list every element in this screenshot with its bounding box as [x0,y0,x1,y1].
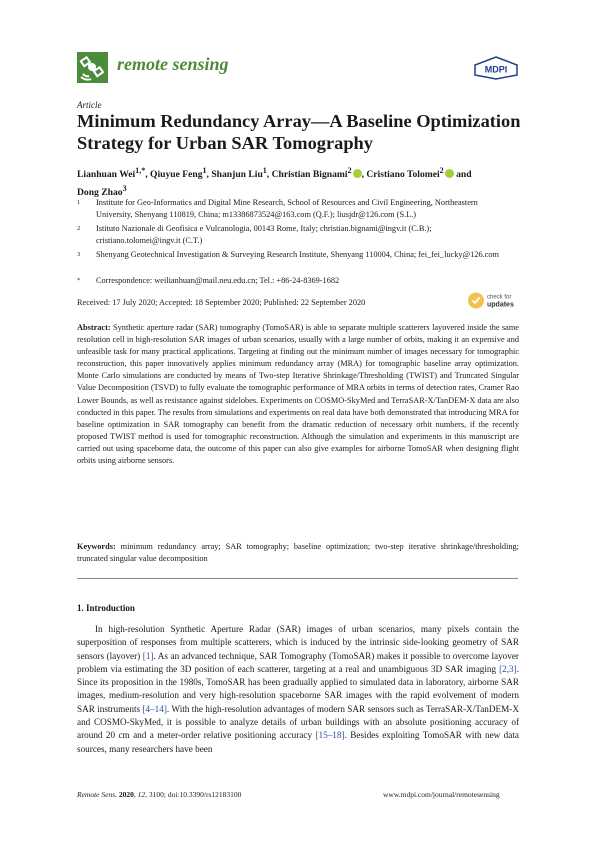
citation-link[interactable]: [1] [142,650,154,661]
author-affil: 1 [262,166,267,175]
publication-dates: Received: 17 July 2020; Accepted: 18 September 2020; Published: 22 September 2020 [77,298,366,307]
affiliation-number: 2 [77,225,81,232]
introduction-paragraph [77,623,519,756]
body-text: . As an advanced technique, SAR Tomography (TomoSAR) makes it possible to overcome layover problem via estimating the 3D position of each scatterer, targeting at a real and unambiguous 3D SAR imaging [77,650,519,674]
orcid-icon[interactable] [445,169,454,178]
section-divider [77,578,518,579]
citation-link[interactable]: [15–18] [315,730,345,741]
author-conjunction: and [456,169,472,181]
author-list: Lianhuan Wei$^{1,*}$, Qiuyue Feng$^1$, Shanjun Liu$^1$, Christian Bignami$^2$ , Cristiano Tolomei$^2$ and Dong Zhao$^3$ [77,166,472,199]
affiliation [77,197,517,221]
affiliation-number: 1 [77,199,81,206]
author-name[interactable]: Christian Bignami [271,169,348,181]
citation-link[interactable]: [2,3] [499,663,517,674]
check-for-updates-button[interactable] [467,290,519,311]
affiliation-number: 3 [77,251,81,258]
correspondence-text: Correspondence: weilianhuan@mail.neu.edu.cn; Tel.: +86-24-8369-1682 [96,276,340,285]
body-text: In high-resolution Synthetic Aperture Radar (SAR) images of urban scenarios, many pixels contain the superposition of responses from multiple scatterers, which is induced by the intrinsic side-looking geometry of SAR sensors (layover) [77,624,519,661]
mdpi-logo-text: MDPI [484,64,508,75]
journal-logo [77,52,108,83]
satellite-icon [77,52,108,83]
page-title: Minimum Redundancy Array—A Baseline Optimization Strategy for Urban SAR Tomography [77,111,521,153]
keywords [77,541,519,565]
author-name[interactable]: Cristiano Tolomei [366,169,440,181]
author-name[interactable]: Qiuyue Feng [150,169,203,181]
section-heading: 1. Introduction [77,603,135,613]
affiliation [77,223,517,247]
abstract-label: Abstract: [77,323,111,332]
journal-name: remote sensing [117,54,229,74]
svg-text:check for: check for [487,294,512,301]
footer-url[interactable]: www.mdpi.com/journal/remotesensing [383,790,500,799]
affiliation-text: Institute for Geo-Informatics and Digital Mine Research, School of Resources and Civil Engineering, Northeastern University, Shenyang 110819, China; m13386873524@163.com (Q.F.); liusjdr@126.com (S.L.) [96,198,478,219]
author-affil: 3 [122,184,127,194]
mdpi-logo [473,56,519,85]
author-name[interactable]: Shanjun Liu [211,169,263,181]
author-affil: 2 [439,166,444,175]
author-affil: 2 [347,166,352,175]
body-text: . Besides exploiting TomoSAR with new data sources, many researchers have been [77,730,519,754]
body-text: . With the high-resolution advantages of modern SAR sensors such as TerraSAR-X/TanDEM-X and COSMO-SkyMed, it is possible to analyze details of urban buildings with an absolute positioning accuracy of around 20 cm and a meter-order relative positioning accuracy [77,703,519,741]
author-affil: 1 [202,166,207,175]
author-affil: 1,* [135,166,146,175]
body-text: . Since its proposition in the 1980s, TomoSAR has been gradually applied to simulated data in laboratory, airborne SAR images, medium-resolution and very high-resolution spaceborne SAR images with the rapid evolvement of modern SAR instruments [77,663,519,714]
footer-volume: 12 [137,790,146,799]
abstract-text: Synthetic aperture radar (SAR) tomography (TomoSAR) is able to separate multiple scatterers layovered inside the same resolution cell in high-resolution SAR images of urban scenarios, usually with a large number of orbits, making it an expensive and unfeasible task for many practical applications. Targeting at finding out the minimum number of images necessary for tomographic reconstruction, this paper innovatively applies minimum redundancy array (MRA) for tomographic baseline array optimization. Monte Carlo simulations are conducted by means of Two-step Iterative Shrinkage/Thresholding (TWIST) and Truncated Singular Value Decomposition (TSVD) to fully evaluate the tomographic performance of MRA orbits in terms of detection rates, Cramer Rao Lower Bounds, as well as resistance against sidelobes. Experiments on COSMO-SkyMed and TerraSAR-X/TanDEM-X data are also conducted in this paper. The results from simulations and experiments on real data have both demonstrated that introducing MRA for baseline optimization in SAR tomography can benefit from the dramatic reduction of necessary orbit numbers, if the recently proposed TWIST method is used for tomographic reconstruction. Although the simulation and experiments in this manuscript are carried out using spaceborne data, the outcome of this paper can also give examples for airborne TomoSAR when designing flight orbits using airborne sensors. [77,323,519,466]
footer-journal: Remote Sens. [77,790,117,799]
author-name[interactable]: Lianhuan Wei [77,169,136,181]
keywords-label: Keywords: [77,542,116,551]
orcid-icon[interactable] [353,169,362,178]
article-type: Article [77,100,102,110]
footer-doi[interactable]: , 3100; doi:10.3390/rs12183100 [145,790,242,799]
footer-citation: Remote Sens. 2020, 12, 3100; doi:10.3390/rs12183100 [77,790,242,799]
keywords-text: minimum redundancy array; SAR tomography; baseline optimization; two-step iterative shrinkage/thresholding; truncated singular value decomposition [77,542,519,564]
affiliation-number: * [77,277,81,284]
svg-text:updates: updates [487,301,514,309]
abstract [77,322,519,467]
author-name[interactable]: Dong Zhao [77,187,123,199]
citation-link[interactable]: [4–14] [142,703,167,714]
affiliation-text: Istituto Nazionale di Geofisica e Vulcanologia, 00143 Rome, Italy; christian.bignami@ingv.it (C.B.); cristiano.tolomei@ingv.it (C.T.) [96,224,432,245]
correspondence [77,275,517,287]
footer-year: 2020 [118,790,134,799]
affiliation [77,249,517,273]
affiliation-text: Shenyang Geotechnical Investigation & Surveying Research Institute, Shenyang 110004, China; fei_fei_lucky@126.com [96,250,499,259]
